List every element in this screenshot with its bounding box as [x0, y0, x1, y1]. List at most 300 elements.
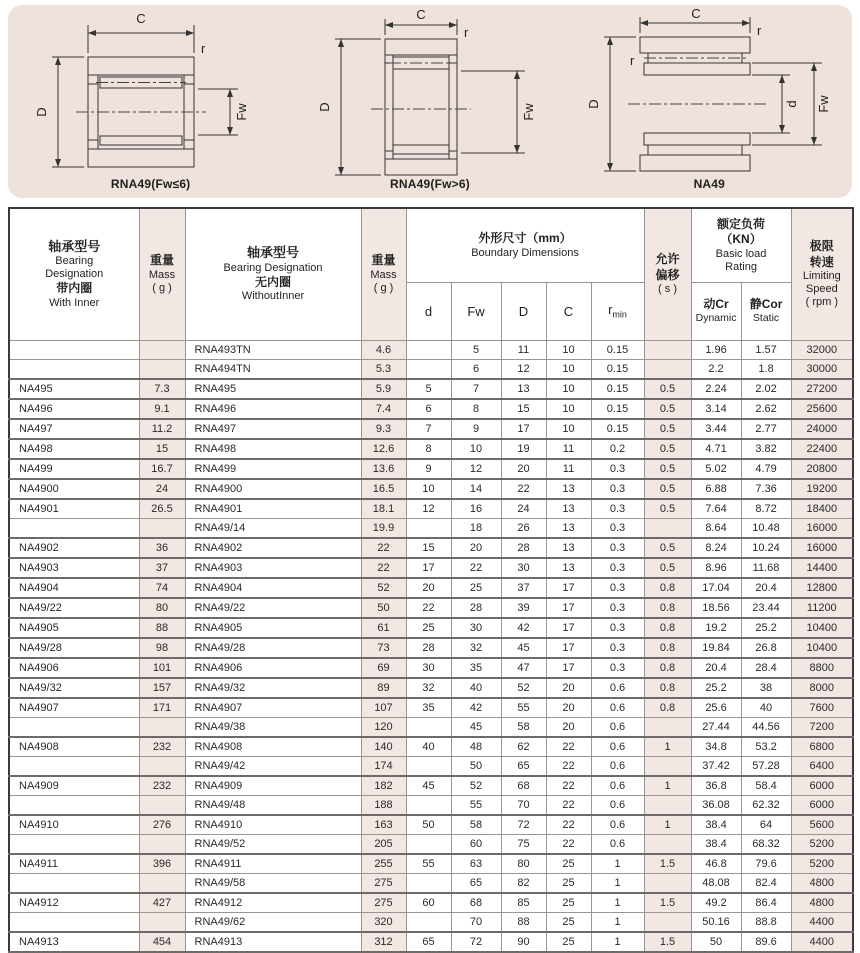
cell-static-cor: 57.28	[741, 756, 791, 776]
cell-fw: 48	[451, 737, 501, 757]
cell-dynamic-cr: 5.02	[691, 459, 741, 479]
cell-limiting-speed: 7200	[791, 717, 853, 737]
cell-limiting-speed: 12800	[791, 578, 853, 598]
cell-D: 47	[501, 658, 546, 678]
cell-limiting-speed: 16000	[791, 518, 853, 538]
cell-C: 25	[546, 932, 591, 952]
table-row	[9, 538, 853, 558]
cell-with-inner: NA4908	[9, 737, 139, 757]
cell-d: 30	[406, 658, 451, 678]
cell-with-inner: NA4903	[9, 558, 139, 578]
cell-d	[406, 359, 451, 379]
cell-static-cor: 25.2	[741, 618, 791, 638]
cell-d: 22	[406, 598, 451, 618]
cell-rmin: 0.15	[591, 399, 644, 419]
cell-without-inner: RNA4908	[185, 737, 361, 757]
cell-mass-without: 52	[361, 578, 406, 598]
cell-rmin: 1	[591, 873, 644, 893]
cell-mass-without: 22	[361, 558, 406, 578]
cell-fw: 25	[451, 578, 501, 598]
header-rmin-sub: min	[612, 309, 627, 320]
cell-misalignment	[644, 518, 691, 538]
header-speed-zh1: 极限	[809, 239, 834, 254]
cell-dynamic-cr: 8.96	[691, 558, 741, 578]
cell-mass-with: 88	[139, 618, 185, 638]
cell-limiting-speed: 8800	[791, 658, 853, 678]
cell-d: 45	[406, 776, 451, 796]
cell-rmin: 0.6	[591, 698, 644, 718]
cell-C: 25	[546, 854, 591, 874]
cell-d: 35	[406, 698, 451, 718]
cell-static-cor: 79.6	[741, 854, 791, 874]
cell-with-inner: NA496	[9, 399, 139, 419]
cell-misalignment	[644, 795, 691, 815]
cell-mass-with: 232	[139, 776, 185, 796]
cell-mass-with: 9.1	[139, 399, 185, 419]
cell-fw: 45	[451, 717, 501, 737]
bearing-cross-section-diagram	[305, 9, 555, 179]
diagram-caption: RNA49(Fw≤6)	[110, 177, 191, 191]
cell-mass-without: 7.4	[361, 399, 406, 419]
cell-C: 22	[546, 737, 591, 757]
cell-fw: 10	[451, 439, 501, 459]
cell-dynamic-cr: 50	[691, 932, 741, 952]
cell-with-inner	[9, 340, 139, 359]
cell-rmin: 0.3	[591, 518, 644, 538]
header-col-fw: Fw	[451, 282, 501, 340]
header-speed-en2: Speed	[805, 283, 838, 296]
cell-mass-without: 174	[361, 756, 406, 776]
cell-rmin: 0.15	[591, 379, 644, 399]
dim-label-C: C	[691, 9, 702, 21]
cell-d	[406, 756, 451, 776]
cell-limiting-speed: 30000	[791, 359, 853, 379]
cell-misalignment: 0.8	[644, 658, 691, 678]
cell-mass-with: 427	[139, 893, 185, 913]
bearing-cross-section-diagram	[578, 9, 840, 179]
table-row	[9, 459, 853, 479]
cell-misalignment: 0.5	[644, 499, 691, 519]
cell-C: 13	[546, 499, 591, 519]
diagram-rna49-fw-gt6	[305, 5, 555, 191]
header-col-d: d	[406, 282, 451, 340]
header-mass2-en: Mass	[370, 269, 397, 282]
cell-dynamic-cr: 38.4	[691, 834, 741, 854]
cell-misalignment: 0.8	[644, 638, 691, 658]
table-row	[9, 854, 853, 874]
cell-mass-with: 37	[139, 558, 185, 578]
cell-fw: 30	[451, 618, 501, 638]
header-mass1-en: Mass	[148, 269, 176, 282]
table-row	[9, 379, 853, 399]
cell-without-inner: RNA499	[185, 459, 361, 479]
cell-misalignment: 1.5	[644, 893, 691, 913]
cell-with-inner: NA4912	[9, 893, 139, 913]
table-row	[9, 678, 853, 698]
cell-mass-with: 26.5	[139, 499, 185, 519]
cell-limiting-speed: 11200	[791, 598, 853, 618]
cell-C: 10	[546, 399, 591, 419]
cell-without-inner: RNA4913	[185, 932, 361, 952]
cell-mass-with: 157	[139, 678, 185, 698]
cell-mass-with: 98	[139, 638, 185, 658]
cell-with-inner: NA4913	[9, 932, 139, 952]
cell-with-inner	[9, 795, 139, 815]
cell-d: 17	[406, 558, 451, 578]
cell-d: 28	[406, 638, 451, 658]
cell-mass-without: 255	[361, 854, 406, 874]
cell-fw: 32	[451, 638, 501, 658]
cell-without-inner: RNA498	[185, 439, 361, 459]
table-row	[9, 698, 853, 718]
header-with-inner	[9, 208, 139, 340]
cell-d: 9	[406, 459, 451, 479]
cell-mass-with: 454	[139, 932, 185, 952]
header-with-inner-en1: Bearing	[55, 255, 94, 268]
cell-C: 10	[546, 340, 591, 359]
cell-without-inner: RNA49/22	[185, 598, 361, 618]
cell-with-inner: NA4907	[9, 698, 139, 718]
dim-label-D: D	[33, 107, 49, 117]
cell-dynamic-cr: 19.2	[691, 618, 741, 638]
cell-mass-with	[139, 795, 185, 815]
cell-mass-without: 22	[361, 538, 406, 558]
cell-d: 32	[406, 678, 451, 698]
cell-d: 10	[406, 479, 451, 499]
cell-without-inner: RNA4901	[185, 499, 361, 519]
cell-without-inner: RNA4911	[185, 854, 361, 874]
cell-d	[406, 717, 451, 737]
cell-limiting-speed: 25600	[791, 399, 853, 419]
cell-mass-without: 312	[361, 932, 406, 952]
header-mass-1	[139, 208, 185, 340]
cell-without-inner: RNA49/52	[185, 834, 361, 854]
cell-misalignment: 0.5	[644, 379, 691, 399]
cell-fw: 22	[451, 558, 501, 578]
table-row	[9, 618, 853, 638]
cell-D: 22	[501, 479, 546, 499]
cell-rmin: 0.3	[591, 479, 644, 499]
cell-with-inner	[9, 518, 139, 538]
cell-dynamic-cr: 27.44	[691, 717, 741, 737]
cell-D: 70	[501, 795, 546, 815]
cell-mass-without: 19.9	[361, 518, 406, 538]
cell-without-inner: RNA495	[185, 379, 361, 399]
dim-label-r-inner: r	[630, 53, 635, 68]
header-speed-en1: Limiting	[802, 270, 841, 283]
cell-fw: 5	[451, 340, 501, 359]
cell-without-inner: RNA493TN	[185, 340, 361, 359]
cell-d: 60	[406, 893, 451, 913]
cell-dynamic-cr: 18.56	[691, 598, 741, 618]
header-col-D: D	[501, 282, 546, 340]
cell-dynamic-cr: 50.16	[691, 912, 741, 932]
cell-D: 39	[501, 598, 546, 618]
cell-mass-with	[139, 359, 185, 379]
cell-D: 24	[501, 499, 546, 519]
cell-C: 22	[546, 756, 591, 776]
table-row	[9, 499, 853, 519]
cell-C: 25	[546, 912, 591, 932]
cell-misalignment: 1.5	[644, 932, 691, 952]
cell-D: 15	[501, 399, 546, 419]
cell-D: 17	[501, 419, 546, 439]
cell-rmin: 0.2	[591, 439, 644, 459]
cell-misalignment: 0.5	[644, 399, 691, 419]
cell-without-inner: RNA494TN	[185, 359, 361, 379]
cell-fw: 58	[451, 815, 501, 835]
cell-rmin: 0.6	[591, 756, 644, 776]
cell-static-cor: 4.79	[741, 459, 791, 479]
table-row	[9, 795, 853, 815]
cell-limiting-speed: 6000	[791, 795, 853, 815]
cell-mass-with: 16.7	[139, 459, 185, 479]
cell-rmin: 0.15	[591, 340, 644, 359]
cell-misalignment	[644, 912, 691, 932]
cell-D: 90	[501, 932, 546, 952]
cell-fw: 20	[451, 538, 501, 558]
cell-static-cor: 82.4	[741, 873, 791, 893]
cell-mass-without: 140	[361, 737, 406, 757]
cell-mass-with: 171	[139, 698, 185, 718]
table-row	[9, 737, 853, 757]
cell-d	[406, 912, 451, 932]
cell-D: 19	[501, 439, 546, 459]
cell-static-cor: 88.8	[741, 912, 791, 932]
cell-mass-with	[139, 756, 185, 776]
cell-mass-without: 188	[361, 795, 406, 815]
cell-D: 55	[501, 698, 546, 718]
header-col-dynamic	[691, 282, 741, 340]
cell-D: 12	[501, 359, 546, 379]
table-row	[9, 479, 853, 499]
cell-with-inner: NA495	[9, 379, 139, 399]
cell-with-inner: NA4904	[9, 578, 139, 598]
cell-rmin: 1	[591, 893, 644, 913]
cell-limiting-speed: 4400	[791, 932, 853, 952]
cell-dynamic-cr: 4.71	[691, 439, 741, 459]
cell-d: 50	[406, 815, 451, 835]
cell-D: 75	[501, 834, 546, 854]
header-dynamic-en: Dynamic	[695, 311, 737, 324]
cell-dynamic-cr: 34.8	[691, 737, 741, 757]
cell-mass-with	[139, 717, 185, 737]
cell-with-inner	[9, 873, 139, 893]
diagram-panel	[8, 5, 852, 198]
cell-fw: 7	[451, 379, 501, 399]
cell-mass-without: 5.9	[361, 379, 406, 399]
cell-d: 20	[406, 578, 451, 598]
cell-fw: 6	[451, 359, 501, 379]
cell-misalignment: 0.5	[644, 479, 691, 499]
header-misalignment-zh2: 偏移	[655, 267, 680, 282]
cell-d	[406, 834, 451, 854]
cell-limiting-speed: 8000	[791, 678, 853, 698]
table-row	[9, 359, 853, 379]
cell-with-inner	[9, 912, 139, 932]
cell-dynamic-cr: 1.96	[691, 340, 741, 359]
cell-static-cor: 28.4	[741, 658, 791, 678]
dim-label-Fw: Fw	[520, 103, 536, 121]
cell-dynamic-cr: 8.24	[691, 538, 741, 558]
cell-fw: 52	[451, 776, 501, 796]
cell-fw: 50	[451, 756, 501, 776]
table-row	[9, 893, 853, 913]
cell-D: 72	[501, 815, 546, 835]
cell-D: 62	[501, 737, 546, 757]
cell-mass-with	[139, 873, 185, 893]
cell-misalignment	[644, 834, 691, 854]
header-mass2-zh: 重量	[371, 253, 396, 268]
cell-with-inner	[9, 834, 139, 854]
cell-misalignment: 0.5	[644, 459, 691, 479]
cell-d: 55	[406, 854, 451, 874]
cell-rmin: 0.3	[591, 638, 644, 658]
cell-static-cor: 44.56	[741, 717, 791, 737]
cell-static-cor: 10.24	[741, 538, 791, 558]
table-row	[9, 558, 853, 578]
cell-limiting-speed: 5200	[791, 834, 853, 854]
cell-without-inner: RNA49/32	[185, 678, 361, 698]
cell-static-cor: 1.57	[741, 340, 791, 359]
cell-mass-with: 232	[139, 737, 185, 757]
header-rmin-base: r	[608, 302, 613, 318]
cell-C: 20	[546, 698, 591, 718]
cell-fw: 63	[451, 854, 501, 874]
header-with-inner-zh2: 带内圈	[56, 281, 93, 296]
cell-dynamic-cr: 49.2	[691, 893, 741, 913]
cell-dynamic-cr: 48.08	[691, 873, 741, 893]
table-row	[9, 834, 853, 854]
cell-static-cor: 89.6	[741, 932, 791, 952]
cell-D: 68	[501, 776, 546, 796]
table-row	[9, 439, 853, 459]
cell-limiting-speed: 32000	[791, 340, 853, 359]
cell-without-inner: RNA4910	[185, 815, 361, 835]
cell-limiting-speed: 24000	[791, 419, 853, 439]
cell-static-cor: 11.68	[741, 558, 791, 578]
cell-static-cor: 68.32	[741, 834, 791, 854]
cell-fw: 42	[451, 698, 501, 718]
cell-fw: 65	[451, 873, 501, 893]
table-row	[9, 756, 853, 776]
cell-limiting-speed: 18400	[791, 499, 853, 519]
cell-D: 80	[501, 854, 546, 874]
cell-misalignment: 1.5	[644, 854, 691, 874]
cell-limiting-speed: 10400	[791, 618, 853, 638]
cell-fw: 35	[451, 658, 501, 678]
cell-rmin: 1	[591, 912, 644, 932]
cell-without-inner: RNA49/62	[185, 912, 361, 932]
cell-C: 17	[546, 658, 591, 678]
cell-mass-with: 396	[139, 854, 185, 874]
cell-limiting-speed: 10400	[791, 638, 853, 658]
header-with-inner-en3: With Inner	[49, 296, 100, 309]
cell-static-cor: 20.4	[741, 578, 791, 598]
cell-limiting-speed: 4400	[791, 912, 853, 932]
cell-d: 12	[406, 499, 451, 519]
cell-C: 22	[546, 795, 591, 815]
cell-D: 26	[501, 518, 546, 538]
dim-label-d: d	[784, 100, 800, 108]
cell-dynamic-cr: 19.84	[691, 638, 741, 658]
cell-static-cor: 10.48	[741, 518, 791, 538]
cell-rmin: 0.6	[591, 795, 644, 815]
cell-fw: 28	[451, 598, 501, 618]
cell-with-inner: NA4909	[9, 776, 139, 796]
cell-rmin: 0.6	[591, 678, 644, 698]
cell-C: 22	[546, 776, 591, 796]
cell-mass-without: 163	[361, 815, 406, 835]
header-with-inner-en2: Designation	[45, 268, 104, 281]
cell-dynamic-cr: 38.4	[691, 815, 741, 835]
cell-mass-with: 24	[139, 479, 185, 499]
cell-static-cor: 3.82	[741, 439, 791, 459]
header-without-inner	[185, 208, 361, 340]
cell-static-cor: 53.2	[741, 737, 791, 757]
cell-with-inner: NA49/22	[9, 598, 139, 618]
cell-static-cor: 62.32	[741, 795, 791, 815]
cell-static-cor: 8.72	[741, 499, 791, 519]
cell-rmin: 1	[591, 854, 644, 874]
cell-fw: 72	[451, 932, 501, 952]
cell-C: 25	[546, 893, 591, 913]
cell-rmin: 0.3	[591, 558, 644, 578]
cell-d: 65	[406, 932, 451, 952]
cell-static-cor: 58.4	[741, 776, 791, 796]
cell-with-inner: NA4902	[9, 538, 139, 558]
cell-C: 22	[546, 815, 591, 835]
cell-limiting-speed: 7600	[791, 698, 853, 718]
diagram-caption: NA49	[693, 177, 726, 191]
cell-rmin: 0.6	[591, 776, 644, 796]
header-mass1-unit: ( g )	[152, 282, 172, 295]
cell-D: 65	[501, 756, 546, 776]
cell-mass-without: 12.6	[361, 439, 406, 459]
cell-D: 11	[501, 340, 546, 359]
dim-label-C: C	[416, 9, 426, 22]
header-boundary-dimensions	[406, 208, 644, 282]
cell-static-cor: 86.4	[741, 893, 791, 913]
cell-mass-with: 11.2	[139, 419, 185, 439]
cell-misalignment: 0.8	[644, 618, 691, 638]
cell-misalignment: 1	[644, 737, 691, 757]
cell-misalignment	[644, 340, 691, 359]
cell-fw: 40	[451, 678, 501, 698]
cell-limiting-speed: 19200	[791, 479, 853, 499]
header-rating-en2: Rating	[725, 260, 757, 273]
cell-limiting-speed: 14400	[791, 558, 853, 578]
cell-mass-without: 320	[361, 912, 406, 932]
header-mass1-zh: 重量	[149, 253, 174, 268]
dim-label-r-outer: r	[757, 23, 762, 38]
cell-static-cor: 38	[741, 678, 791, 698]
cell-d	[406, 873, 451, 893]
cell-dynamic-cr: 46.8	[691, 854, 741, 874]
cell-rmin: 1	[591, 932, 644, 952]
cell-d: 7	[406, 419, 451, 439]
cell-D: 37	[501, 578, 546, 598]
dim-label-D: D	[316, 102, 332, 112]
cell-mass-without: 50	[361, 598, 406, 618]
dim-label-C: C	[135, 11, 146, 26]
cell-without-inner: RNA49/38	[185, 717, 361, 737]
header-rating-zh: 额定负荷	[717, 216, 766, 231]
cell-C: 17	[546, 638, 591, 658]
cell-without-inner: RNA49/48	[185, 795, 361, 815]
bearing-spec-table	[8, 207, 854, 953]
cell-mass-without: 69	[361, 658, 406, 678]
